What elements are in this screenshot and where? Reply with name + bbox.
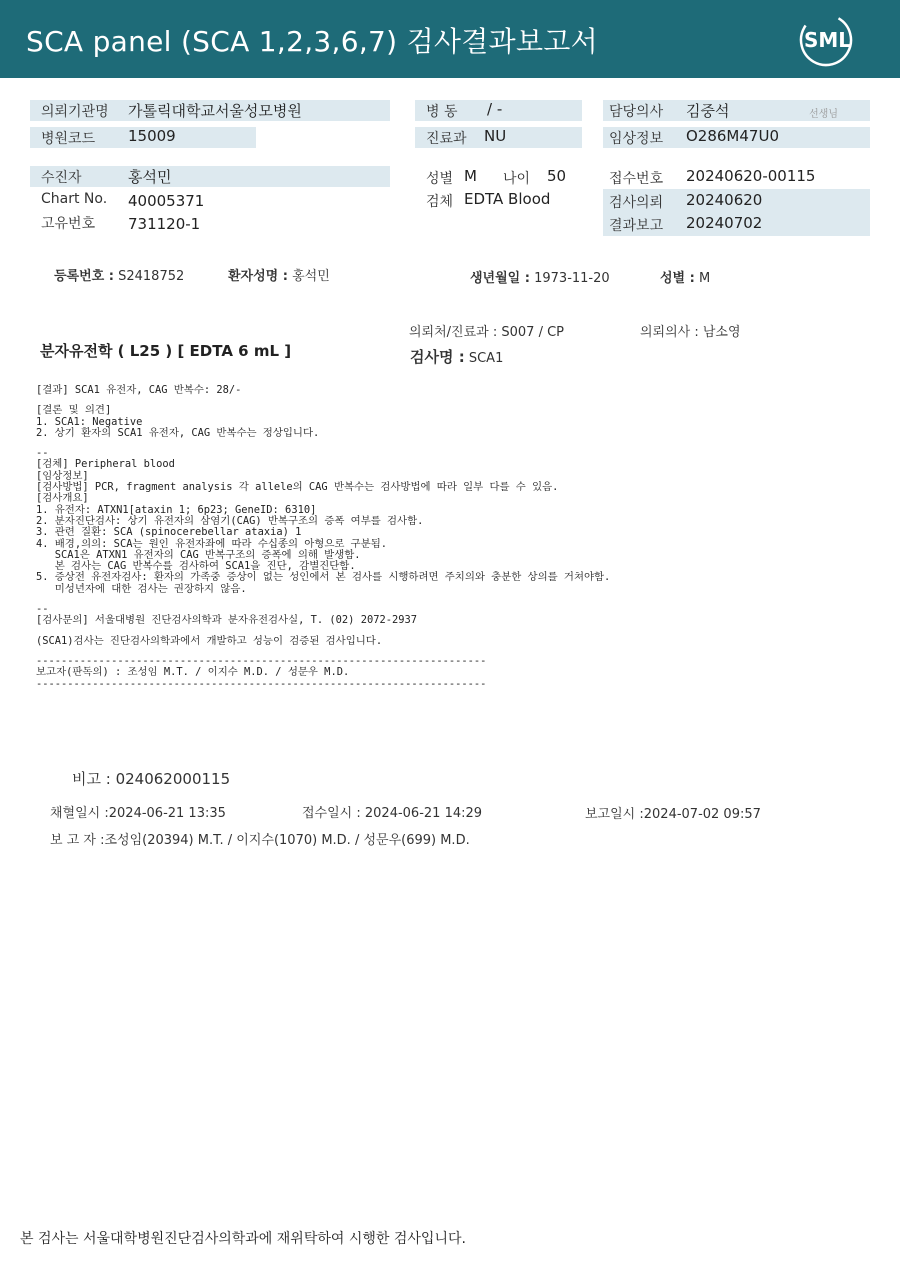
test-name [410, 346, 503, 367]
report-line: 미성년자에 대한 검사는 권장하지 않음. [36, 582, 247, 595]
sex-value: M [464, 167, 477, 185]
specimen-value: EDTA Blood [464, 190, 551, 208]
receive-label: 접수일시 : [302, 806, 361, 821]
outsourcing-note: 본 검사는 서울대학병원진단검사의학과에 재위탁하여 시행한 검사입니다. [20, 1231, 466, 1247]
specimen-label: 검체 [426, 194, 454, 210]
reg-no-label: 등록번호 : [54, 269, 114, 284]
report-line: 4. 배경,의의: SCA는 원인 유전자좌에 따라 수십종의 아형으로 구분됨. [36, 537, 388, 550]
report-header [0, 0, 900, 78]
doctor-label: 담당의사 [609, 104, 664, 120]
report-line [36, 396, 610, 405]
clinical-value: O286M47U0 [686, 127, 779, 145]
section-title: 분자유전학 ( L25 ) [ EDTA 6 mL ] [40, 342, 292, 360]
collect-time [50, 802, 226, 821]
institution-label: 의뢰기관명 [41, 104, 109, 120]
dept-label: 진료과 [426, 131, 467, 147]
receipt-label: 접수번호 [609, 171, 664, 187]
patient-bar [30, 166, 390, 187]
institution-value: 가톨릭대학교서울성모병원 [128, 102, 302, 120]
clinical-label: 임상정보 [609, 131, 664, 147]
report-line: -- [36, 447, 49, 460]
collect-value: 2024-06-21 13:35 [108, 806, 226, 821]
patient-name-label: 환자성명 : [228, 269, 288, 284]
report-line: SCA1은 ATXN1 유전자의 CAG 반복구조의 증폭에 의해 발생함. [36, 548, 361, 561]
report-line: [결론 및 의견] [36, 404, 112, 417]
report-body [36, 385, 610, 690]
reporters [50, 829, 470, 848]
report-title: SCA panel (SCA 1,2,3,6,7) 검사결과보고서 [26, 25, 599, 58]
test-name-label: 검사명 : [410, 348, 465, 366]
request-value: 20240620 [686, 191, 763, 209]
receipt-value: 20240620-00115 [686, 167, 816, 185]
report-line: ------------------------------------------------------------------------ [36, 677, 487, 690]
note-label: 비고 : [72, 770, 111, 788]
reg-no-value: S2418752 [118, 269, 185, 284]
hospital-code-label: 병원코드 [41, 131, 96, 147]
report-line: 1. 유전자: ATXN1[ataxin 1; 6p23; GeneID: 6310] [36, 503, 317, 516]
report-line: [임상정보] [36, 469, 89, 482]
reg-no [54, 265, 184, 284]
report-line: 3. 관련 질환: SCA (spinocerebellar ataxia) 1 [36, 526, 302, 539]
hospital-code-value: 15009 [128, 127, 176, 145]
ref-doctor: 의뢰의사 : 남소영 [640, 325, 741, 340]
report-line: ------------------------------------------------------------------------ [36, 654, 487, 667]
sex-label: 성별 [426, 171, 454, 187]
patient-sex-label: 성별 : [660, 271, 695, 286]
report-line [36, 439, 610, 448]
ward-value: / - [487, 100, 503, 118]
patient-sex [660, 267, 710, 286]
ward-label: 병 동 [426, 104, 458, 120]
report-time-label: 보고일시 : [585, 807, 644, 822]
receive-time [302, 802, 482, 821]
report-line [36, 595, 610, 604]
dob [470, 267, 610, 286]
uid-label: 고유번호 [41, 216, 96, 232]
report-line: 보고자(판독의) : 조성임 M.T. / 이지수 M.D. / 성문우 M.D. [36, 666, 350, 679]
receive-value: 2024-06-21 14:29 [364, 806, 483, 821]
patient-name [228, 265, 330, 284]
chart-no-label: Chart No. [41, 191, 108, 207]
report-time-value: 2024-07-02 09:57 [643, 807, 761, 822]
patient-sex-value: M [698, 271, 711, 286]
report-label: 결과보고 [609, 218, 664, 234]
doctor-suffix: 선생님 [809, 109, 838, 120]
doctor-value: 김중석 [686, 102, 730, 120]
dept-value: NU [484, 127, 507, 145]
uid-value: 731120-1 [128, 215, 201, 233]
report-line: 2. 상기 환자의 SCA1 유전자, CAG 반복수는 정상입니다. [36, 426, 320, 439]
report-value: 20240702 [686, 214, 763, 232]
age-label: 나이 [503, 171, 531, 187]
report-line: 5. 증상전 유전자검사: 환자의 가족중 증상이 없는 성인에서 본 검사를 시행하려면 주치의와 충분한 상의를 거쳐야함. [36, 571, 611, 584]
reporters-value: 조성임(20394) M.T. / 이지수(1070) M.D. / 성문우(699) M.D. [104, 833, 470, 848]
age-value: 50 [547, 167, 567, 185]
patient-name-value: 홍석민 [292, 269, 330, 284]
reporters-label: 보 고 자 : [50, 833, 105, 848]
report-line: [결과] SCA1 유전자, CAG 반복수: 28/- [36, 384, 242, 396]
report-time [585, 803, 761, 822]
patient-label: 수진자 [41, 170, 82, 186]
report-line: 본 검사는 CAG 반복수를 검사하여 SCA1을 진단, 감별진단함. [36, 560, 356, 573]
patient-value: 홍석민 [128, 168, 172, 186]
test-name-value: SCA1 [468, 351, 504, 366]
report-line: -- [36, 603, 49, 616]
report-line: [검사방법] PCR, fragment analysis 각 allele의 CAG 반복수는 검사방법에 따라 일부 다를 수 있음. [36, 481, 559, 494]
logo-text: SML [804, 28, 852, 52]
note [72, 768, 230, 789]
report-line: [검사문의] 서울대병원 진단검사의학과 분자유전검사실, T. (02) 2072-2937 [36, 614, 417, 627]
report-line: 1. SCA1: Negative [36, 415, 143, 428]
report-line: [검사개요] [36, 492, 89, 505]
request-label: 검사의뢰 [609, 195, 664, 211]
dob-value: 1973-11-20 [534, 271, 610, 286]
report-line: (SCA1)검사는 진단검사의학과에서 개발하고 성능이 검증된 검사입니다. [36, 634, 383, 647]
note-value: 024062000115 [115, 770, 231, 788]
report-line: [검체] Peripheral blood [36, 458, 175, 471]
collect-label: 채혈일시 : [50, 806, 109, 821]
report-line: 2. 분자진단검사: 상기 유전자의 삼염기(CAG) 반복구조의 증폭 여부를 검사함. [36, 514, 424, 527]
referrer: 의뢰처/진료과 : S007 / CP [409, 325, 564, 340]
chart-no-value: 40005371 [128, 192, 205, 210]
dob-label: 생년월일 : [470, 271, 530, 286]
